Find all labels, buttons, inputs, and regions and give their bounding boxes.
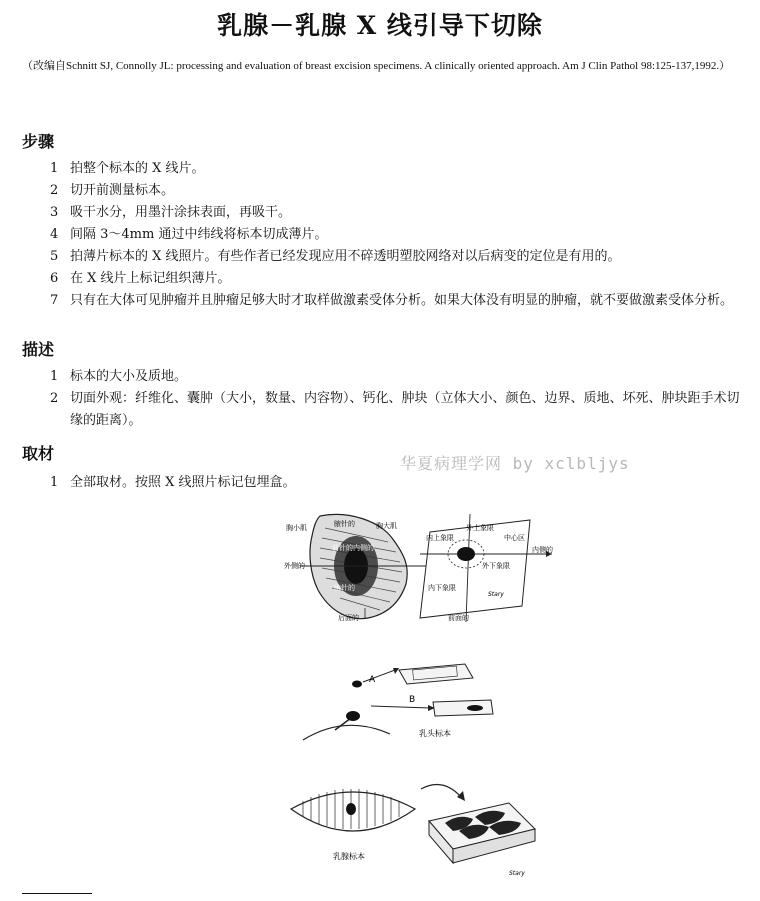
label-pec-minor: 胸小肌 [286,524,307,532]
list-item: 5 拍薄片标本的 X 线照片。有些作者已经发现应用不碎透明塑胶网络对以后病变的定位是有用的。 [50,249,621,264]
sampling-heading: 取材 [22,444,55,463]
list-item: 4 间隔 3～4mm 通过中纬线将标本切成薄片。 [50,227,328,242]
sampling-list [50,472,750,494]
list-item: 3 吸干水分，用墨汁涂抹表面，再吸干。 [50,205,292,220]
list-item: 2 切开前测量标本。 [50,183,175,198]
artist-signature: Stary [509,870,525,877]
label-pec-major: 胸大肌 [376,522,397,530]
list-item: 1 标本的大小及质地。 [50,369,188,384]
cassette-b [433,700,493,716]
list-item: 1 拍整个标本的 X 线片。 [50,161,205,176]
label-lower-outer: 外下象限 [482,562,510,570]
label-posterior: 后面的 [338,614,359,622]
nipple-specimen-figure [295,650,495,750]
label-axilla-top: 腋针的 [334,520,355,528]
tumor-mark [346,803,356,815]
label-axilla-bottom: 腋针的 [334,584,355,592]
citation: （改编自Schnitt SJ, Connolly JL: processing and evaluation of breast excision specimens. A clinically oriented approach. Am J Clin Pathol 98:125-137,1992.） [22,60,731,72]
arrow-a-icon [393,668,399,674]
breast-anatomy-figure [270,508,570,630]
nipple-knot [346,711,360,721]
footnote-divider [22,893,92,894]
list-item: 2 切面外观：纤维化、囊肿（大小，数量、内容物）、钙化、肿块（立体大小、颜色、边界、质地、坏死、肿块距手术切缘的距离）。 [50,391,740,428]
label-upper-outer: 外上象限 [466,524,494,532]
list-item: 7 只有在大体可见肿瘤并且肿瘤足够大时才取样做激素受体分析。如果大体没有明显的肿瘤，就不要做激素受体分析。 [50,293,734,308]
page-title: 乳腺－乳腺 X 线引导下切除 [217,11,543,40]
description-list [50,366,750,432]
list-item: 6 在 X 线片上标记组织薄片。 [50,271,231,286]
skin-curve [303,725,390,740]
label-medial: 内侧的 [532,546,553,554]
arrow-a-line [363,670,395,682]
curved-arrow-line [421,785,461,798]
label-lower-inner: 内下象限 [428,584,456,592]
label-a: A [369,675,376,685]
central-zone-dot [457,547,475,561]
curved-arrow-icon [457,791,465,801]
cassette-a [399,664,473,684]
arrow-b-line [371,706,431,708]
list-item: 1 全部取材。按照 X 线照片标记包埋盒。 [50,475,296,490]
breast-specimen-figure [283,775,553,887]
watermark: 华夏病理学网 by xclbljys [400,454,630,473]
description-heading: 描述 [22,340,55,359]
section-a-piece [352,681,362,688]
label-medial-inner: 前针的内侧的 [332,544,374,552]
label-lateral: 外侧的 [284,562,305,570]
label-center: 中心区 [504,534,525,542]
specimen-caption: 乳腺标本 [333,852,365,861]
nipple-caption: 乳头标本 [419,729,451,738]
label-anterior: 前面的 [448,614,469,622]
artist-signature: Stary [488,591,504,598]
label-b: B [409,695,416,705]
steps-list [50,158,750,312]
label-upper-inner: 内上象限 [426,534,454,542]
steps-heading: 步骤 [22,132,55,151]
